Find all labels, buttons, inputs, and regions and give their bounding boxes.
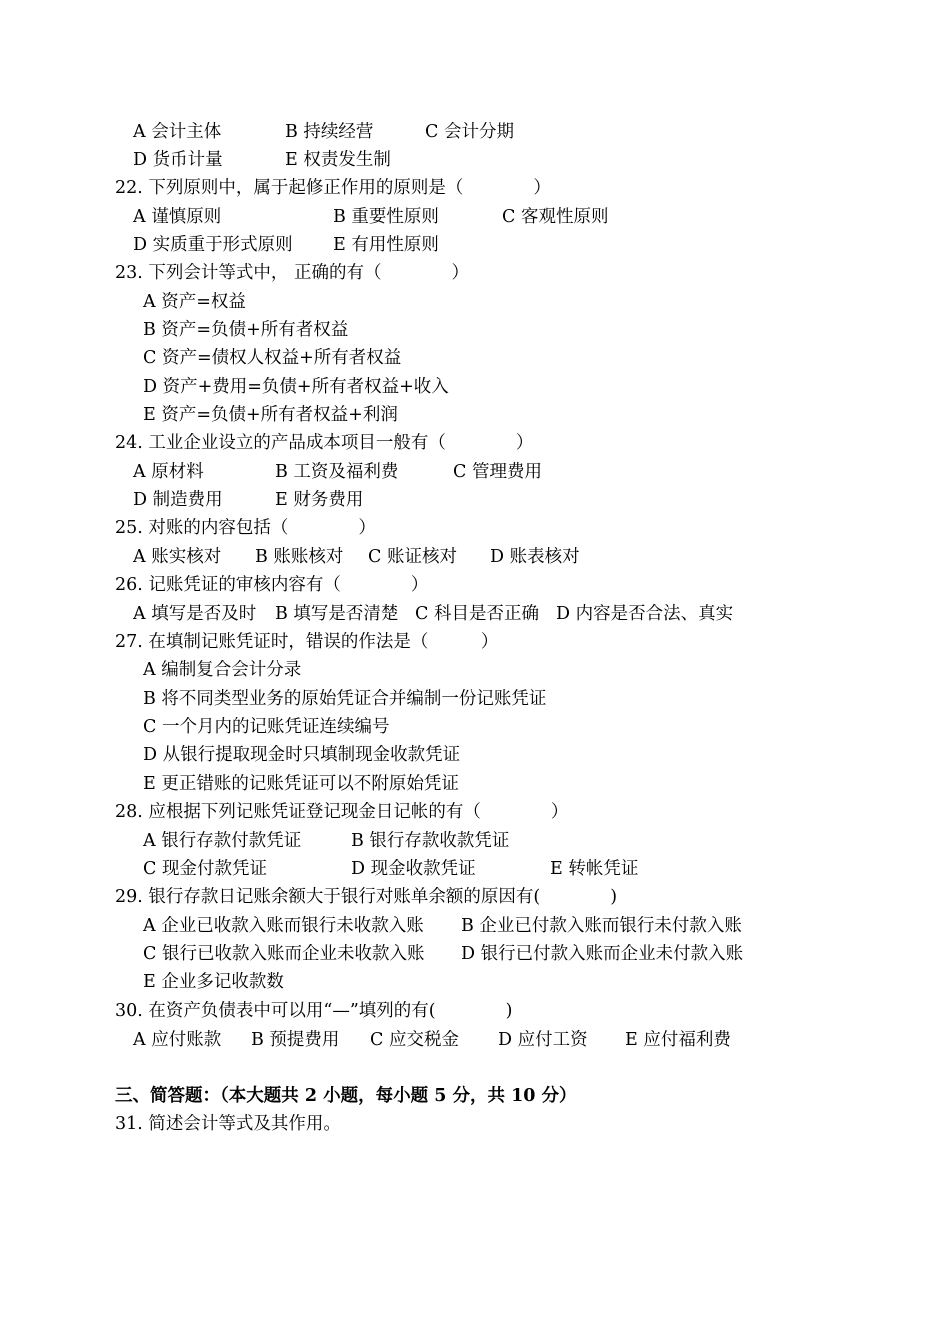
answer-option: A 会计主体 — [133, 122, 222, 142]
answer-option: A 银行存款付款凭证 — [143, 831, 302, 851]
answer-option: E 有用性原则 — [333, 235, 439, 255]
answer-option: A 企业已收款入账而银行未收款入账 — [143, 916, 424, 936]
answer-option: B 资产=负债+所有者权益 — [143, 320, 349, 340]
answer-option: A 原材料 — [133, 462, 204, 482]
answer-option: B 持续经营 — [285, 122, 374, 142]
question-stem: 24. 工业企业设立的产品成本项目一般有（ ） — [115, 433, 534, 453]
answer-option: A 编制复合会计分录 — [143, 660, 302, 680]
answer-option: D 从银行提取现金时只填制现金收款凭证 — [143, 745, 461, 765]
answer-option: B 填写是否清楚 — [275, 604, 399, 624]
question-stem: 25. 对账的内容包括（ ） — [115, 518, 376, 538]
answer-option: D 货币计量 — [133, 150, 223, 170]
answer-option: C 会计分期 — [425, 122, 514, 142]
question-stem: 31. 简述会计等式及其作用。 — [115, 1114, 341, 1134]
answer-option: B 预提费用 — [251, 1030, 340, 1050]
answer-option: D 制造费用 — [133, 490, 223, 510]
answer-option: D 现金收款凭证 — [351, 859, 476, 879]
answer-option: C 账证核对 — [368, 547, 457, 567]
question-stem: 28. 应根据下列记账凭证登记现金日记帐的有（ ） — [115, 802, 569, 822]
answer-option: B 账账核对 — [255, 547, 344, 567]
answer-option: C 资产=债权人权益+所有者权益 — [143, 348, 402, 368]
question-stem: 27. 在填制记账凭证时，错误的作法是（ ） — [115, 632, 499, 652]
answer-option: E 应付福利费 — [625, 1030, 731, 1050]
answer-option: D 内容是否合法、真实 — [556, 604, 734, 624]
answer-option: C 一个月内的记账凭证连续编号 — [143, 717, 390, 737]
answer-option: C 管理费用 — [453, 462, 542, 482]
answer-option: C 科目是否正确 — [415, 604, 539, 624]
answer-option: E 企业多记收款数 — [143, 972, 284, 992]
answer-option: D 实质重于形式原则 — [133, 235, 293, 255]
answer-option: C 现金付款凭证 — [143, 859, 267, 879]
answer-option: B 企业已付款入账而银行未付款入账 — [461, 916, 742, 936]
answer-option: D 应付工资 — [498, 1030, 588, 1050]
answer-option: D 银行已付款入账而企业未付款入账 — [461, 944, 744, 964]
answer-option: B 工资及福利费 — [275, 462, 399, 482]
answer-option: B 重要性原则 — [333, 207, 439, 227]
answer-option: E 财务费用 — [275, 490, 364, 510]
answer-option: C 客观性原则 — [502, 207, 609, 227]
question-stem: 23. 下列会计等式中， 正确的有（ ） — [115, 263, 469, 283]
question-stem: 26. 记账凭证的审核内容有（ ） — [115, 575, 429, 595]
answer-option: E 转帐凭证 — [550, 859, 639, 879]
answer-option: D 资产+费用=负债+所有者权益+收入 — [143, 377, 449, 397]
answer-option: C 银行已收款入账而企业未收款入账 — [143, 944, 425, 964]
answer-option: B 将不同类型业务的原始凭证合并编制一份记账凭证 — [143, 689, 547, 709]
answer-option: A 谨慎原则 — [133, 207, 222, 227]
answer-option: E 权责发生制 — [285, 150, 391, 170]
answer-option: D 账表核对 — [490, 547, 580, 567]
answer-option: A 资产=权益 — [143, 292, 246, 312]
question-stem: 29. 银行存款日记账余额大于银行对账单余额的原因有( ) — [115, 887, 618, 907]
answer-option: A 填写是否及时 — [133, 604, 257, 624]
section-heading-text: 三、简答题：（本大题共 2 小题，每小题 5 分，共 10 分） — [115, 1086, 577, 1106]
answer-option: E 更正错账的记账凭证可以不附原始凭证 — [143, 774, 459, 794]
question-stem: 30. 在资产负债表中可以用“—”填列的有( ) — [115, 1001, 513, 1021]
question-stem: 22. 下列原则中，属于起修正作用的原则是（ ） — [115, 178, 551, 198]
answer-option: E 资产=负债+所有者权益+利润 — [143, 405, 398, 425]
answer-option: B 银行存款收款凭证 — [351, 831, 510, 851]
answer-option: A 账实核对 — [133, 547, 222, 567]
answer-option: A 应付账款 — [133, 1030, 222, 1050]
answer-option: C 应交税金 — [370, 1030, 459, 1050]
